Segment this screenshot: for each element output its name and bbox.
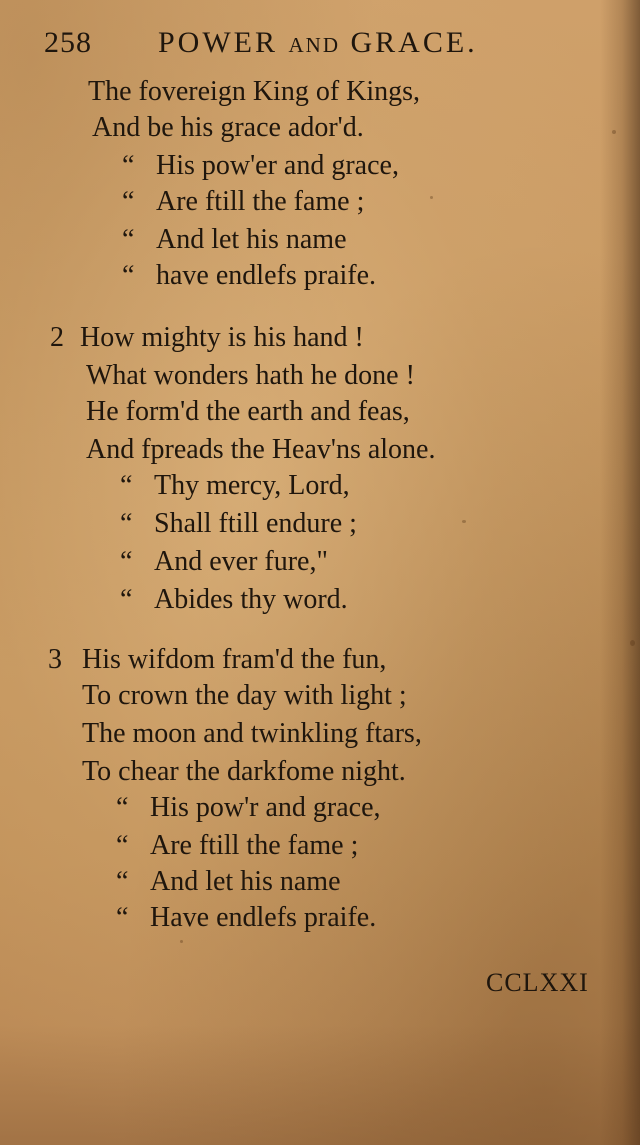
verse-line: To chear the darkfome night. xyxy=(82,756,406,787)
verse-line xyxy=(120,470,350,502)
quote-mark: “ xyxy=(120,546,133,577)
refrain-text: And let his name xyxy=(150,866,341,897)
verse-line: To crown the day with light ; xyxy=(82,680,407,711)
running-header xyxy=(40,26,620,66)
verse-line: How mighty is his hand ! xyxy=(80,322,364,353)
title-word-and: AND xyxy=(288,33,340,57)
verse-line: His wifdom fram'd the fun, xyxy=(82,644,387,675)
foxing-spot xyxy=(430,196,433,199)
quote-mark: “ xyxy=(120,508,133,539)
page-bottom-shade xyxy=(0,1025,640,1145)
verse-line xyxy=(122,224,347,256)
verse-line xyxy=(116,866,341,898)
verse-line xyxy=(116,902,376,934)
quote-mark: “ xyxy=(116,830,129,861)
title-word-power: POWER xyxy=(158,26,278,59)
quote-mark: “ xyxy=(120,584,133,615)
verse-line: The moon and twinkling ftars, xyxy=(82,718,422,749)
verse-line xyxy=(122,260,376,292)
verse-line xyxy=(120,508,357,540)
refrain-text: His pow'r and grace, xyxy=(150,792,381,823)
quote-mark: “ xyxy=(120,470,133,501)
verse-line: What wonders hath he done ! xyxy=(86,360,415,391)
verse-line xyxy=(116,792,381,824)
verse-line: He form'd the earth and feas, xyxy=(86,396,410,427)
refrain-text: Thy mercy, Lord, xyxy=(154,470,350,501)
quote-mark: “ xyxy=(122,260,135,291)
refrain-text: Shall ftill endure ; xyxy=(154,508,357,539)
refrain-text: Abides thy word. xyxy=(154,584,348,615)
quote-mark: “ xyxy=(122,186,135,217)
refrain-text: Have endlefs praife. xyxy=(150,902,377,933)
verse-line xyxy=(116,830,358,862)
refrain-text: And ever fure," xyxy=(154,546,328,577)
foxing-spot xyxy=(630,640,635,646)
foxing-spot xyxy=(462,520,466,523)
refrain-text: His pow'er and grace, xyxy=(156,150,399,181)
refrain-text: Are ftill the fame ; xyxy=(150,830,359,861)
refrain-text: Are ftill the fame ; xyxy=(156,186,365,217)
foxing-spot xyxy=(180,940,183,943)
verse-line xyxy=(120,584,348,616)
title-word-grace: GRACE. xyxy=(350,26,478,59)
running-title xyxy=(158,26,478,60)
quote-mark: “ xyxy=(122,150,135,181)
page-number: 258 xyxy=(44,26,92,59)
verse-line: The fovereign King of Kings, xyxy=(88,76,421,107)
stanza-number: 3 xyxy=(48,644,62,675)
verse-line xyxy=(120,546,328,578)
verse-line xyxy=(122,150,399,182)
verse-line: And fpreads the Heav'ns alone. xyxy=(86,434,436,465)
verse-line xyxy=(122,186,364,218)
quote-mark: “ xyxy=(116,902,129,933)
page-edge-shadow xyxy=(600,0,640,1145)
verse-line: And be his grace ador'd. xyxy=(92,112,364,143)
quote-mark: “ xyxy=(116,866,129,897)
foxing-spot xyxy=(612,130,616,134)
refrain-text: have endlefs praife. xyxy=(156,260,376,291)
refrain-text: And let his name xyxy=(156,224,347,255)
catchword: CCLXXI xyxy=(486,968,589,997)
stanza-number: 2 xyxy=(50,322,64,353)
quote-mark: “ xyxy=(122,224,135,255)
quote-mark: “ xyxy=(116,792,129,823)
